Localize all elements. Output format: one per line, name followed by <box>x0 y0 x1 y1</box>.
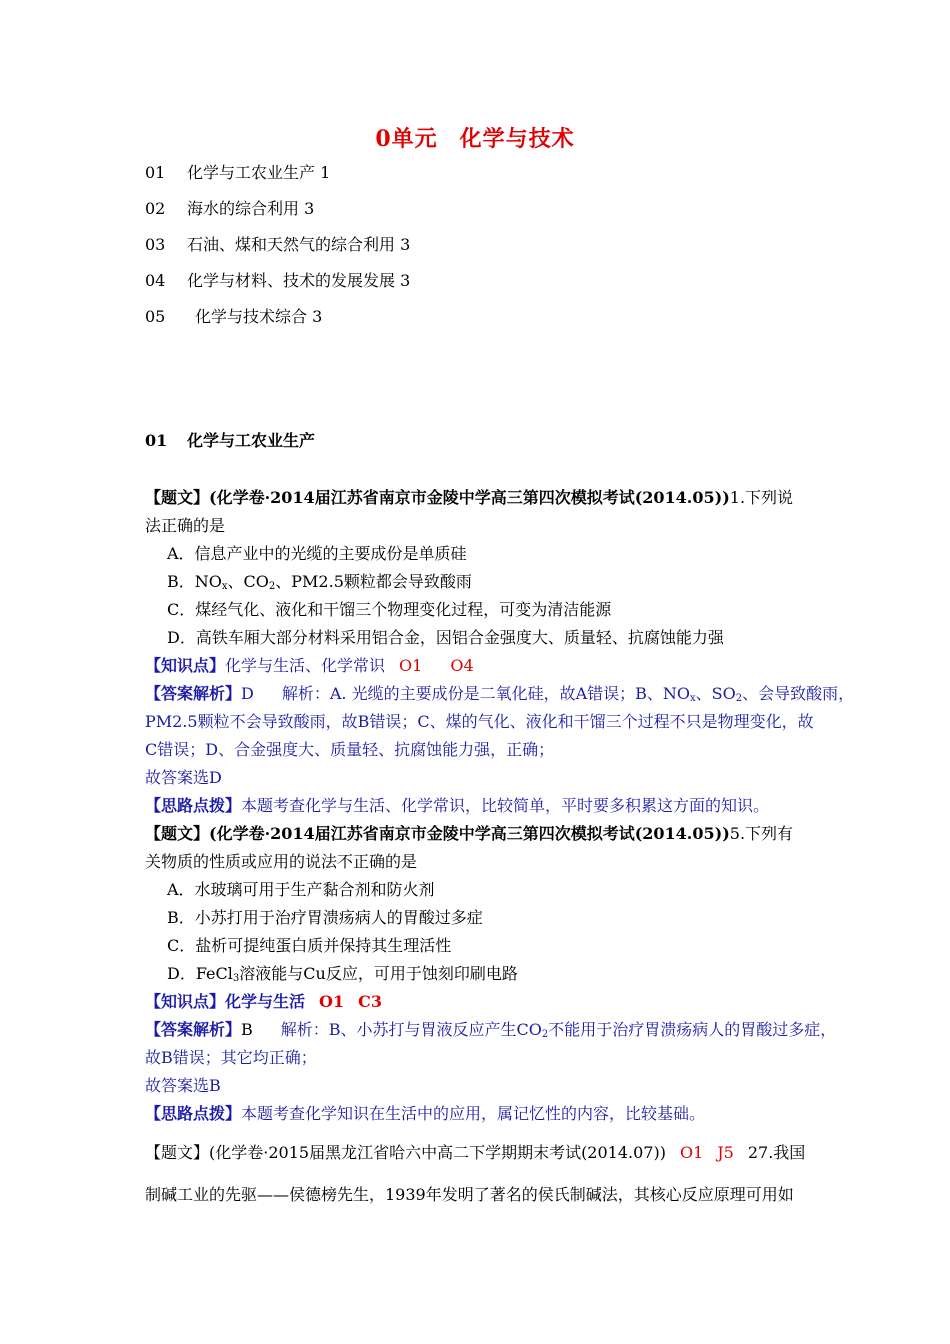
toc-item-number: 03 <box>145 235 166 254</box>
toc-item[interactable] <box>145 162 410 198</box>
question-stem: 1.下列说 <box>729 488 794 507</box>
question-code: J5 <box>717 1143 734 1162</box>
title-prefix: 0单元 <box>375 126 438 152</box>
section-number: 01 <box>145 431 168 450</box>
toc-item[interactable] <box>145 234 410 270</box>
answer-analysis-cont: 故B错误；其它均正确； <box>145 1048 317 1067</box>
option-b: B．$NO_x$、$CO_2$、PM2.5颗粒都会导致酸雨 <box>167 572 472 592</box>
question-source: (化学卷·2015届黑龙江省哈六中高二下学期期末考试(2014.07)) <box>209 1143 666 1162</box>
option-a: A．信息产业中的光缆的主要成份是单质硅 <box>167 544 467 563</box>
question-list <box>145 484 855 1216</box>
toc-item-number: 02 <box>145 199 166 218</box>
answer-analysis: 【答案解析】D 解析：A. 光缆的主要成份是二氧化硅，故A错误；B、$NO_x$、$SO_2$、会导致酸雨， <box>145 684 855 704</box>
toc-item[interactable] <box>145 198 410 234</box>
question-1 <box>145 484 855 820</box>
toc-item-text: 化学与材料、技术的发展发展 3 <box>187 271 411 290</box>
question-stem-cont: 法正确的是 <box>145 516 226 535</box>
toc-item-text: 化学与技术综合 3 <box>195 307 323 326</box>
question-tag: 【题文】 <box>145 824 210 843</box>
toc-item[interactable] <box>145 306 410 342</box>
option-a: A．水玻璃可用于生产黏合剂和防火剂 <box>167 880 435 899</box>
solution-tip: 【思路点拨】本题考查化学与生活、化学常识，比较简单，平时要多积累这方面的知识。 <box>145 796 770 815</box>
question-tag: 【题文】 <box>145 488 210 507</box>
option-c: C．盐析可提纯蛋白质并保持其生理活性 <box>167 936 452 955</box>
question-3 <box>145 1132 815 1216</box>
question-stem-cont: 制碱工业的先驱——侯德榜先生，1939年发明了著名的侯氏制碱法，其核心反应原理可用如 <box>145 1185 794 1204</box>
answer-analysis: 【答案解析】B 解析：B、小苏打与胃液反应产生$CO_2$不能用于治疗胃溃疡病人的胃酸过多症， <box>145 1020 837 1040</box>
toc-item-text: 石油、煤和天然气的综合利用 3 <box>187 235 411 254</box>
question-source: (化学卷·2014届江苏省南京市金陵中学高三第四次模拟考试(2014.05)) <box>209 824 730 843</box>
knowledge-point: 【知识点】化学与生活 O1 C3 <box>145 992 382 1011</box>
section-heading <box>145 428 315 451</box>
toc-item-number: 01 <box>145 163 166 182</box>
answer-analysis-cont: C错误；D、合金强度大、质量轻、抗腐蚀能力强，正确； <box>145 740 555 759</box>
answer-choice: 故答案选D <box>145 768 222 787</box>
toc-item[interactable] <box>145 270 410 306</box>
question-stem: 5.下列有 <box>729 824 794 843</box>
section-title: 化学与工农业生产 <box>187 431 316 450</box>
answer-choice: 故答案选B <box>145 1076 221 1095</box>
page-title <box>0 122 950 153</box>
toc-item-text: 化学与工农业生产 1 <box>187 163 331 182</box>
question-2 <box>145 820 837 1128</box>
toc-item-number: 04 <box>145 271 166 290</box>
question-code: O1 <box>679 1143 704 1162</box>
knowledge-point: 【知识点】化学与生活、化学常识 O1 O4 <box>145 656 474 675</box>
solution-tip: 【思路点拨】本题考查化学知识在生活中的应用，属记忆性的内容，比较基础。 <box>145 1104 706 1123</box>
question-stem-cont: 关物质的性质或应用的说法不正确的是 <box>145 852 418 871</box>
table-of-contents <box>145 162 410 342</box>
option-d: D．FeCl$_3$溶液能与Cu反应，可用于蚀刻印刷电路 <box>167 964 518 984</box>
title-main: 化学与技术 <box>459 126 575 152</box>
answer-analysis-cont: PM2.5颗粒不会导致酸雨，故B错误；C、煤的气化、液化和干馏三个过程不只是物理变化，故 <box>145 712 814 731</box>
question-stem: 27.我国 <box>747 1143 806 1162</box>
question-source: (化学卷·2014届江苏省南京市金陵中学高三第四次模拟考试(2014.05)) <box>209 488 730 507</box>
option-d: D．高铁车厢大部分材料采用铝合金，因铝合金强度大、质量轻、抗腐蚀能力强 <box>167 628 724 647</box>
toc-item-text: 海水的综合利用 3 <box>187 199 315 218</box>
toc-item-number: 05 <box>145 307 166 326</box>
question-tag: 【题文】 <box>145 1143 210 1162</box>
option-c: C．煤经气化、液化和干馏三个物理变化过程，可变为清洁能源 <box>167 600 612 619</box>
option-b: B．小苏打用于治疗胃溃疡病人的胃酸过多症 <box>167 908 483 927</box>
